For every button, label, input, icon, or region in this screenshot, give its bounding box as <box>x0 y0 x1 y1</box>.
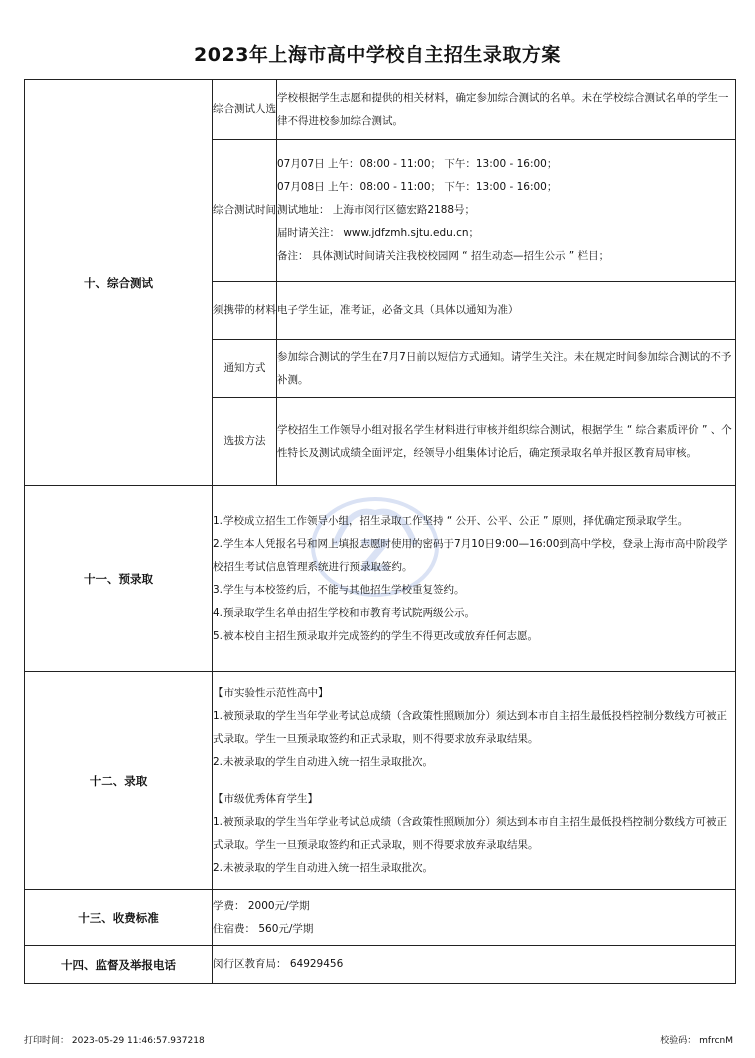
section-14-content <box>213 946 736 984</box>
row-label-selection-method: 选拔方法 <box>213 398 277 486</box>
section-13-content <box>213 890 736 946</box>
content-line: 1.被预录取的学生当年学业考试总成绩（含政策性照顾加分）须达到本市自主招生最低投档控制分数线方可被正式录取。学生一旦预录取签约和正式录取，则不得要求放弃录取结果。 <box>213 815 728 851</box>
svg-text:Z: Z <box>359 531 391 582</box>
row-content-test-time <box>277 140 736 282</box>
row-label-materials: 须携带的材料 <box>213 282 277 340</box>
table-row <box>25 672 736 890</box>
content-line: 届时请关注： www.jdfzmh.sjtu.edu.cn； <box>277 227 480 239</box>
group-heading: 【市级优秀体育学生】 <box>213 792 318 805</box>
section-10-title: 十、综合测试 <box>25 80 213 486</box>
section-13-title: 十三、收费标准 <box>25 890 213 946</box>
content-line: 闵行区教育局： 64929456 <box>213 958 344 970</box>
table-row <box>25 80 736 140</box>
section-11-title: 十一、预录取 <box>25 486 213 672</box>
content-line: 07月08日 上午：08:00 - 11:00； 下午：13:00 - 16:00； <box>277 181 558 193</box>
content-line: 学费： 2000元/学期 <box>213 899 310 912</box>
content-line: 参加综合测试的学生在7月7日前以短信方式通知。请学生关注。未在规定时间参加综合测试的不予补测。 <box>277 350 732 386</box>
row-content-test-candidates <box>277 80 736 140</box>
content-line: 2.未被录取的学生自动进入统一招生录取批次。 <box>213 755 434 768</box>
table-row <box>25 486 736 672</box>
content-line: 4.预录取学生名单由招生学校和市教育考试院两级公示。 <box>213 606 476 619</box>
table-row <box>25 946 736 984</box>
section-14-title: 十四、监督及举报电话 <box>25 946 213 984</box>
table-row <box>25 890 736 946</box>
verify-code: 校验码： mfrcnM <box>660 1036 733 1046</box>
content-line: 07月07日 上午：08:00 - 11:00； 下午：13:00 - 16:00； <box>277 158 558 170</box>
print-time: 打印时间： 2023-05-29 11:46:57.937218 <box>24 1036 205 1046</box>
row-content-selection-method <box>277 398 736 486</box>
content-line: 5.被本校自主招生预录取并完成签约的学生不得更改或放弃任何志愿。 <box>213 629 539 642</box>
content-line: 1.被预录取的学生当年学业考试总成绩（含政策性照顾加分）须达到本市自主招生最低投档控制分数线方可被正式录取。学生一旦预录取签约和正式录取，则不得要求放弃录取结果。 <box>213 709 728 745</box>
content-line: 住宿费： 560元/学期 <box>213 922 314 935</box>
content-line: 电子学生证，准考证，必备文具（具体以通知为准） <box>277 304 519 316</box>
section-12-title: 十二、录取 <box>25 672 213 890</box>
group-heading: 【市实验性示范性高中】 <box>213 686 329 699</box>
row-content-notification <box>277 340 736 398</box>
admission-table <box>24 79 736 984</box>
content-line: 2.未被录取的学生自动进入统一招生录取批次。 <box>213 861 434 874</box>
content-line: 3.学生与本校签约后，不能与其他招生学校重复签约。 <box>213 583 465 596</box>
page-title: 2023年上海市高中学校自主招生录取方案 <box>194 44 561 66</box>
row-label-notification: 通知方式 <box>213 340 277 398</box>
row-label-test-time: 综合测试时间 <box>213 140 277 282</box>
content-line: 1.学校成立招生工作领导小组，招生录取工作坚持 “ 公开、公平、公正 ” 原则，择优确定预录取学生。 <box>213 514 689 527</box>
row-content-materials <box>277 282 736 340</box>
section-11-content <box>213 486 736 672</box>
content-line: 备注： 具体测试时间请关注我校校园网 “ 招生动态—招生公示 ” 栏目； <box>277 250 610 262</box>
section-12-content <box>213 672 736 890</box>
content-line: 学校根据学生志愿和提供的相关材料，确定参加综合测试的名单。未在学校综合测试名单的学生一律不得进校参加综合测试。 <box>277 91 729 127</box>
content-line: 学校招生工作领导小组对报名学生材料进行审核并组织综合测试，根据学生 “ 综合素质评价 ” 、个性特长及测试成绩全面评定，经领导小组集体讨论后，确定预录取名单并报区教育局审核。 <box>277 423 732 459</box>
content-line: 2.学生本人凭报名号和网上填报志愿时使用的密码于7月10日9:00—16:00到高中学校，登录上海市高中阶段学校招生考试信息管理系统进行预录取签约。 <box>213 537 728 573</box>
row-label-test-candidates: 综合测试人选 <box>213 80 277 140</box>
content-line: 测试地址： 上海市闵行区德宏路2188号； <box>277 204 476 216</box>
